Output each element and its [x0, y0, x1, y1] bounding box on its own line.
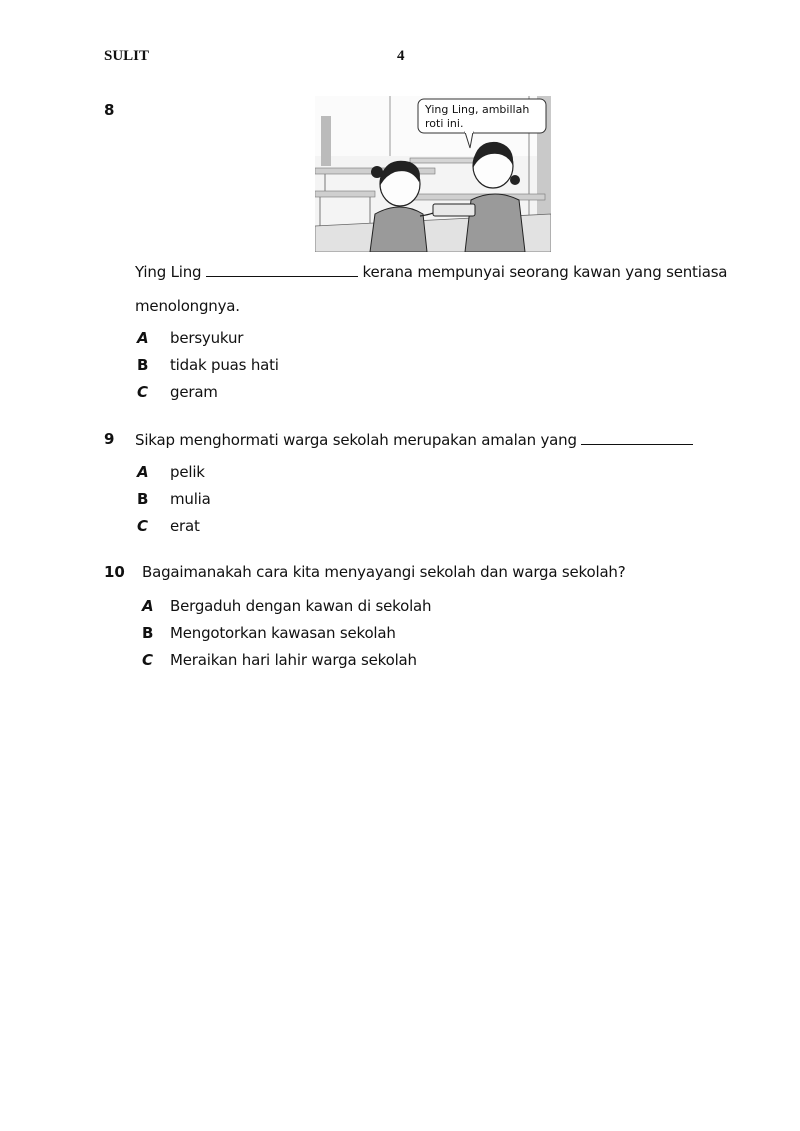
option-c-letter: C	[142, 651, 154, 669]
option-c-text: geram	[170, 383, 218, 401]
question-number: 9	[104, 430, 115, 448]
option-b-text: Mengotorkan kawasan sekolah	[170, 624, 396, 642]
option-a-text: pelik	[170, 463, 205, 481]
speech-bubble-line-1: Ying Ling, ambillah	[425, 103, 530, 116]
option-b-letter: B	[142, 624, 154, 642]
option-a-letter: A	[137, 329, 149, 347]
confidential-label: SULIT	[104, 48, 150, 64]
question-number: 8	[104, 101, 115, 119]
option-b-text: mulia	[170, 490, 211, 508]
answer-blank	[206, 262, 358, 277]
page-header	[0, 48, 800, 68]
question-number: 10	[104, 563, 125, 581]
option-b-letter: B	[137, 356, 149, 374]
question-stem	[135, 430, 693, 449]
option-a-letter: A	[142, 597, 154, 615]
canteen-illustration	[315, 96, 551, 252]
option-a-letter: A	[137, 463, 149, 481]
question-stem: Bagaimanakah cara kita menyayangi sekolah dan warga sekolah?	[142, 563, 626, 581]
speech-bubble-line-2: roti ini.	[425, 117, 464, 130]
answer-blank	[581, 430, 693, 445]
option-c-letter: C	[137, 383, 149, 401]
option-c-text: erat	[170, 517, 200, 535]
stem-continuation: kerana mempunyai seorang kawan yang sentiasa	[362, 263, 728, 281]
option-a-text: Bergaduh dengan kawan di sekolah	[170, 597, 432, 615]
option-b-text: tidak puas hati	[170, 356, 279, 374]
girls-sharing-bread-image	[315, 96, 551, 252]
option-c-text: Meraikan hari lahir warga sekolah	[170, 651, 417, 669]
option-c-letter: C	[137, 517, 149, 535]
stem-text: Sikap menghormati warga sekolah merupakan amalan yang	[135, 431, 577, 449]
option-a-text: bersyukur	[170, 329, 244, 347]
question-stem-line-2: menolongnya.	[135, 297, 240, 315]
stem-subject: Ying Ling	[135, 263, 202, 281]
option-b-letter: B	[137, 490, 149, 508]
page-number: 4	[397, 48, 405, 64]
question-stem	[135, 262, 727, 281]
